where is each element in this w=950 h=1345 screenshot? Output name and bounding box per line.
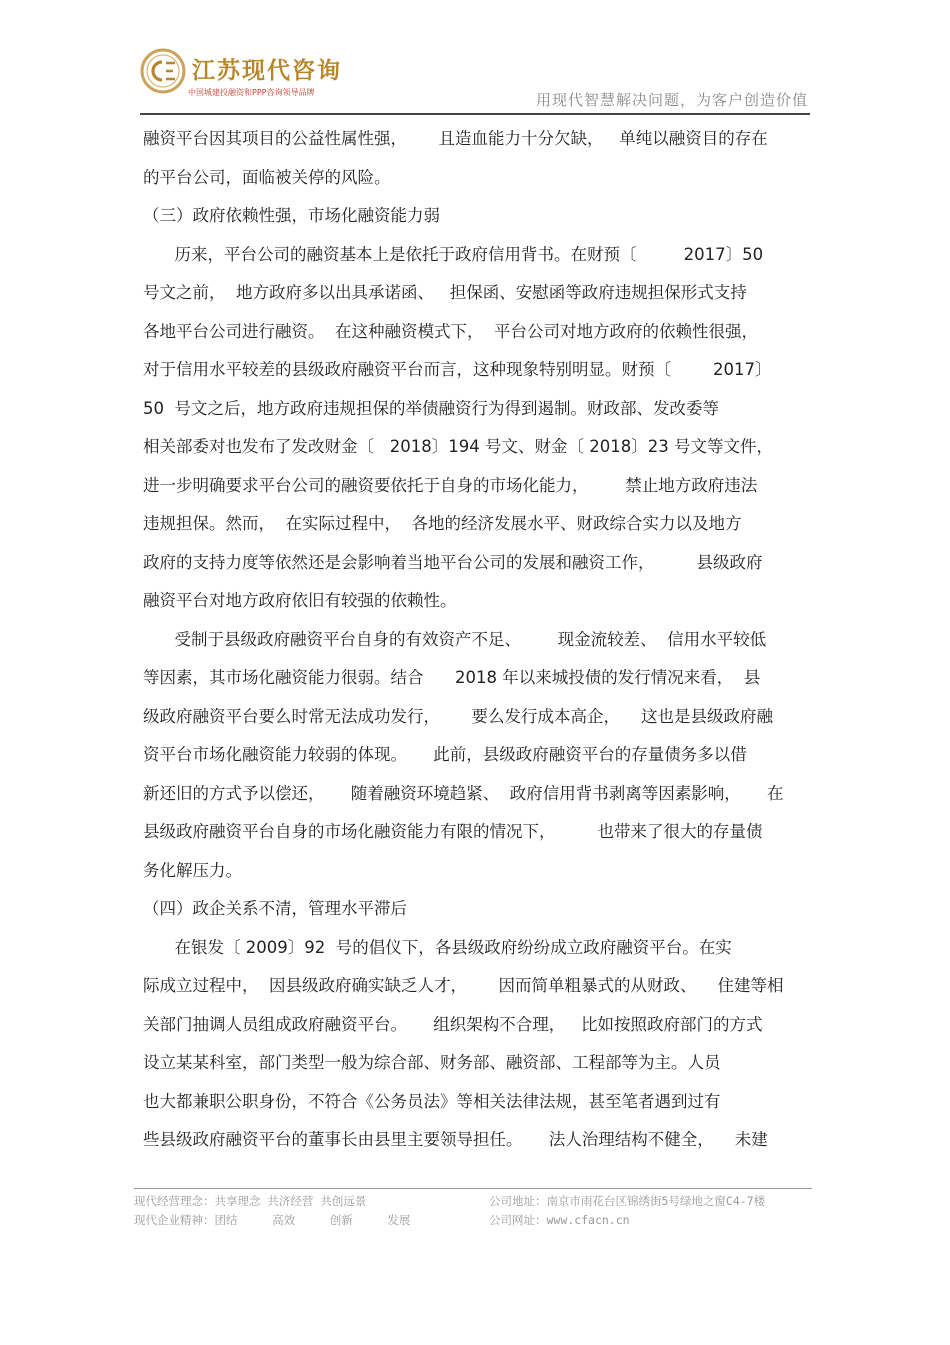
text-line: 务化解压力。 — [143, 860, 242, 880]
text-line: 50 号文之后，地方政府违规担保的举债融资行为得到遏制。财政部、发改委等 — [143, 398, 719, 418]
text-line: 的平台公司，面临被关停的风险。 — [143, 167, 391, 187]
footer-website: 公司网址：www.cfacn.cn — [489, 1213, 630, 1227]
footer-philosophy: 现代经营理念：共享理念 共济经营 共创远景 — [134, 1194, 367, 1208]
page-header — [140, 40, 810, 120]
text-line: 在银发〔 2009〕92 号的倡仪下，各县级政府纷纷成立政府融资平台。在实 — [143, 937, 732, 957]
brand-name: 江苏现代咨询 — [192, 57, 342, 84]
section-heading: （四）政企关系不清，管理水平滞后 — [143, 899, 407, 918]
section-heading: （三）政府依赖性强，市场化融资能力弱 — [143, 206, 440, 225]
text-line: 进一步明确要求平台公司的融资要依托于自身的市场化能力， 禁止地方政府违法 — [143, 475, 758, 495]
text-line: 融资平台对地方政府依旧有较强的依赖性。 — [143, 591, 457, 610]
text-line: 受制于县级政府融资平台自身的有效资产不足、 现金流较差、 信用水平较低 — [143, 629, 767, 649]
text-line: 资平台市场化融资能力较弱的体现。 此前，县级政府融资平台的存量债务多以借 — [143, 745, 747, 764]
page-footer — [134, 1188, 812, 1227]
text-line: 际成立过程中， 因县级政府确实缺乏人才， 因而简单粗暴式的从财政、 住建等相 — [143, 976, 784, 995]
text-line: 县级政府融资平台自身的市场化融资能力有限的情况下， 也带来了很大的存量债 — [143, 822, 763, 841]
cfc-seal-logo-icon — [140, 48, 186, 94]
header-slogan: 用现代智慧解决问题，为客户创造价值 — [535, 91, 808, 109]
text-line: 相关部委对也发布了发改财金〔 2018〕194 号文、财金〔 2018〕23 号文等文件， — [143, 437, 773, 456]
footer-spirit: 现代企业精神：团结 高效 创新 发展 — [134, 1213, 411, 1227]
brand-tagline: 中国城建投融资和PPP咨询领导品牌 — [188, 88, 315, 97]
text-line: 新还旧的方式予以偿还， 随着融资环境趋紧、 政府信用背书剥离等因素影响， 在 — [143, 783, 784, 803]
text-line: 也大都兼职公职身份，不符合《公务员法》等相关法律法规，甚至笔者遇到过有 — [143, 1091, 721, 1111]
text-line: 等因素，其市场化融资能力很弱。结合 2018 年以来城投债的发行情况来看， 县 — [143, 668, 761, 687]
text-line: 对于信用水平较差的县级政府融资平台而言，这种现象特别明显。财预〔 2017〕 — [143, 360, 772, 379]
text-line: 融资平台因其项目的公益性属性强， 且造血能力十分欠缺， 单纯以融资目的存在 — [143, 129, 768, 148]
footer-address: 公司地址：南京市雨花台区锦绣街5号绿地之窗C4-7楼 — [489, 1194, 766, 1208]
text-line: 关部门抽调人员组成政府融资平台。 组织架构不合理， 比如按照政府部门的方式 — [143, 1014, 763, 1034]
text-line: 些县级政府融资平台的董事长由县里主要领导担任。 法人治理结构不健全， 未建 — [143, 1130, 768, 1149]
text-line: 设立某某科室，部门类型一般为综合部、财务部、融资部、工程部等为主。人员 — [143, 1053, 721, 1072]
text-line: 政府的支持力度等依然还是会影响着当地平台公司的发展和融资工作， 县级政府 — [143, 552, 763, 572]
text-line: 级政府融资平台要么时常无法成功发行， 要么发行成本高企， 这也是县级政府融 — [143, 706, 773, 726]
text-line: 违规担保。然而， 在实际过程中， 各地的经济发展水平、财政综合实力以及地方 — [143, 514, 742, 533]
text-line: 历来，平台公司的融资基本上是依托于政府信用背书。在财预〔 2017〕50 — [143, 244, 764, 264]
text-line: 号文之前， 地方政府多以出具承诺函、 担保函、安慰函等政府违规担保形式支持 — [143, 283, 747, 302]
document-body — [143, 120, 811, 1160]
text-line: 各地平台公司进行融资。 在这种融资模式下， 平台公司对地方政府的依赖性很强， — [143, 321, 758, 341]
header-divider — [140, 113, 810, 115]
